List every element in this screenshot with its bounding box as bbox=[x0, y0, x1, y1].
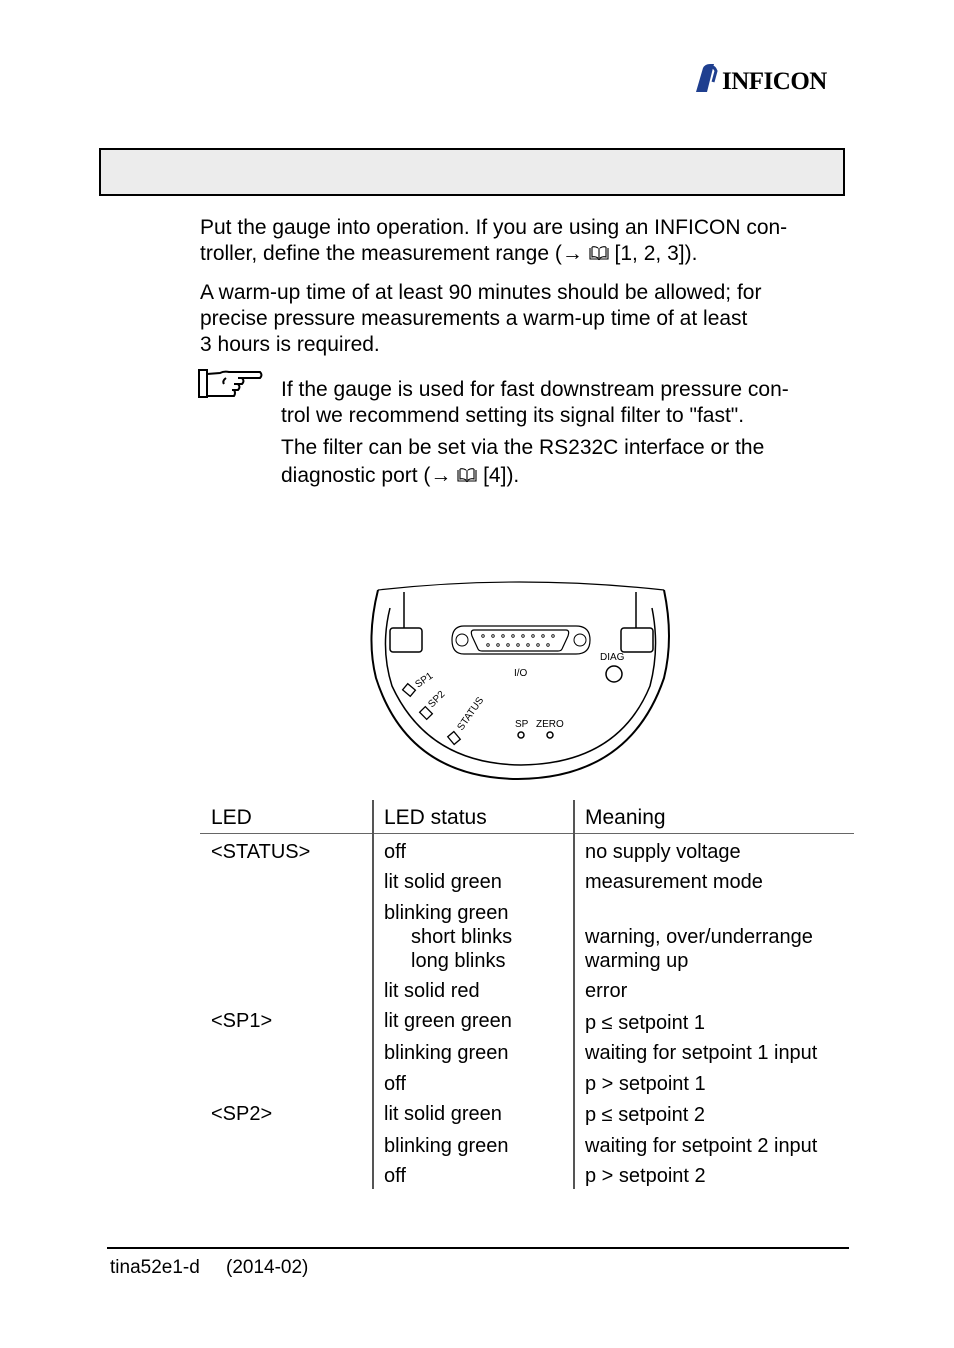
led-meaning: measurement mode bbox=[585, 871, 763, 893]
sp2-led bbox=[420, 707, 433, 720]
column-divider bbox=[372, 800, 374, 1189]
intro-paragraph-2 bbox=[200, 280, 850, 358]
zero-label: ZERO bbox=[536, 719, 564, 730]
brand-text: INFICON bbox=[722, 68, 827, 95]
note-p1-line-1: If the gauge is used for fast downstream pressure con- bbox=[281, 378, 789, 401]
header-led: LED bbox=[211, 806, 252, 829]
table-header-row bbox=[200, 800, 854, 834]
intro-p2-line-2: precise pressure measurements a warm-up time of at least bbox=[200, 307, 748, 330]
column-divider bbox=[573, 800, 575, 1189]
led-status-sub: short blinks bbox=[411, 926, 513, 948]
note-p2-line-2-ref: [4]). bbox=[483, 464, 520, 487]
header-led-status: LED status bbox=[384, 806, 487, 829]
led-status: blinking green bbox=[384, 1042, 509, 1064]
intro-p1-line-1: Put the gauge into operation. If you are using an INFICON con- bbox=[200, 216, 788, 239]
led-meaning: warming up bbox=[585, 950, 689, 972]
led-meaning: error bbox=[585, 980, 628, 1002]
io-label: I/O bbox=[514, 668, 528, 679]
note-p2-line-1: The filter can be set via the RS232C interface or the bbox=[281, 436, 765, 459]
sp1-label: SP1 bbox=[413, 670, 436, 691]
io-connector bbox=[452, 626, 590, 654]
pointing-hand-icon bbox=[198, 369, 264, 399]
led-name: <STATUS> bbox=[211, 841, 311, 863]
intro-paragraph-1 bbox=[200, 215, 850, 267]
led-meaning: p > setpoint 1 bbox=[585, 1073, 706, 1095]
section-title-bar bbox=[99, 148, 845, 196]
note-p2-line-2-wrap bbox=[281, 463, 851, 489]
led-meaning: warning, over/underrange bbox=[585, 926, 813, 948]
note-block bbox=[281, 377, 851, 489]
intro-p1-line-2: troller, define the measurement range (→ bbox=[200, 242, 589, 265]
sp1-led bbox=[403, 684, 416, 697]
sp-label: SP bbox=[515, 719, 529, 730]
led-name: <SP2> bbox=[211, 1103, 273, 1125]
header-meaning: Meaning bbox=[585, 806, 666, 829]
gauge-panel-diagram bbox=[368, 578, 674, 780]
led-status: off bbox=[384, 1073, 406, 1095]
footer-doc-id: tina52e1-d bbox=[110, 1257, 200, 1278]
led-status: blinking green bbox=[384, 1135, 509, 1157]
zero-button bbox=[547, 732, 553, 738]
inficon-logo bbox=[694, 62, 846, 96]
led-meaning: waiting for setpoint 1 input bbox=[585, 1042, 818, 1064]
footer-rule bbox=[107, 1247, 849, 1249]
right-mounting-tab bbox=[621, 628, 653, 652]
led-meaning: p ≤ setpoint 2 bbox=[585, 1104, 705, 1126]
sp-button bbox=[518, 732, 524, 738]
status-led bbox=[448, 732, 461, 745]
diag-port bbox=[606, 666, 622, 682]
led-status: off bbox=[384, 1165, 406, 1187]
intro-p1-line-2-wrap bbox=[200, 241, 850, 267]
led-meaning: no supply voltage bbox=[585, 841, 741, 863]
intro-p2-line-1: A warm-up time of at least 90 minutes should be allowed; for bbox=[200, 281, 762, 304]
status-label: STATUS bbox=[455, 695, 487, 733]
book-icon bbox=[589, 245, 609, 261]
led-status: lit solid green bbox=[384, 1103, 502, 1125]
led-status: lit solid red bbox=[384, 980, 480, 1002]
footer-date: (2014-02) bbox=[226, 1257, 309, 1278]
intro-p2-line-3: 3 hours is required. bbox=[200, 333, 380, 356]
led-status: blinking green bbox=[384, 902, 509, 924]
led-status: off bbox=[384, 841, 406, 863]
led-name: <SP1> bbox=[211, 1010, 273, 1032]
housing-top-edge bbox=[378, 582, 664, 590]
sp2-label: SP2 bbox=[426, 688, 448, 711]
led-status: lit solid green bbox=[384, 871, 502, 893]
led-meaning: p ≤ setpoint 1 bbox=[585, 1012, 705, 1034]
led-meaning: waiting for setpoint 2 input bbox=[585, 1135, 818, 1157]
housing-inner bbox=[385, 608, 655, 765]
led-status-sub: long blinks bbox=[411, 950, 506, 972]
note-p1-line-2: trol we recommend setting its signal filter to "fast". bbox=[281, 404, 745, 427]
led-meaning: p > setpoint 2 bbox=[585, 1165, 706, 1187]
diag-label: DIAG bbox=[600, 652, 625, 663]
book-icon bbox=[457, 467, 477, 483]
left-mounting-tab bbox=[390, 628, 422, 652]
led-status: lit green green bbox=[384, 1010, 512, 1032]
intro-p1-line-2-ref: [1, 2, 3]). bbox=[614, 242, 698, 265]
note-p2-line-2: diagnostic port (→ bbox=[281, 464, 458, 487]
